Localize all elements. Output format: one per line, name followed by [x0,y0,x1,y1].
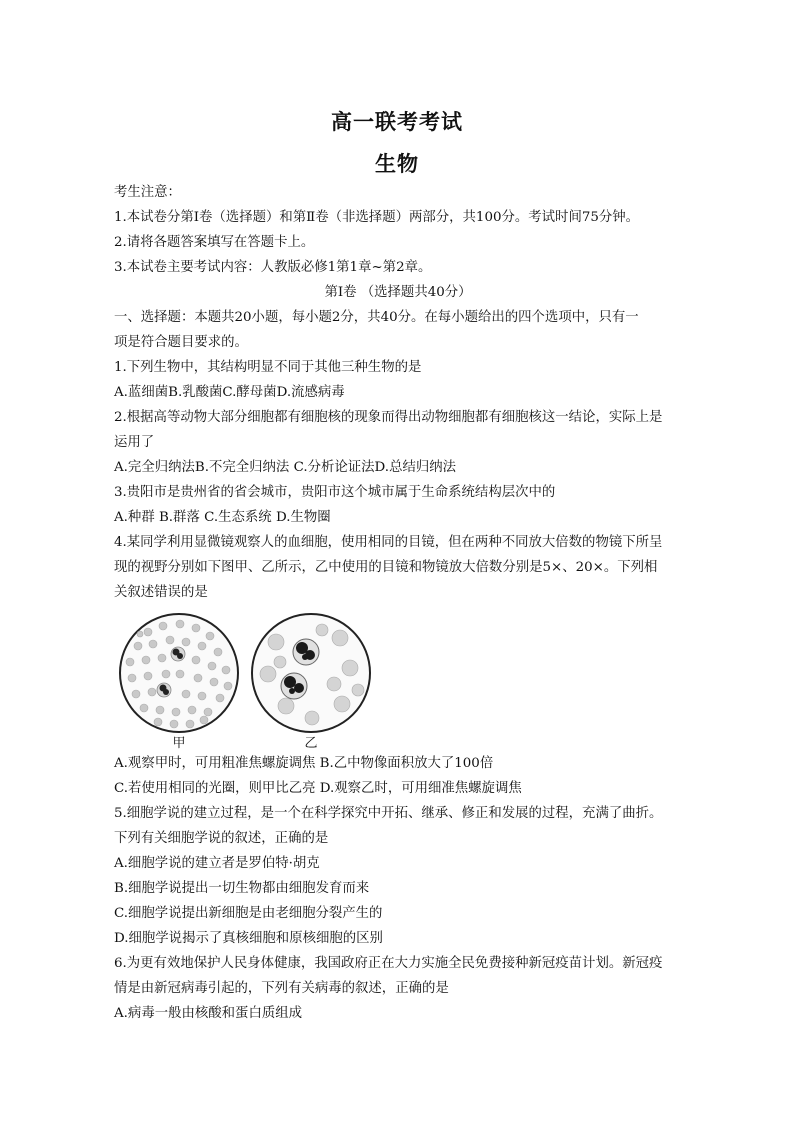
q3-stem: 3.贵阳市是贵州省的省会城市，贵阳市这个城市属于生命系统结构层次中的 [114,485,556,500]
q5-stem-line-1: 5.细胞学说的建立过程，是一个在科学探究中开拓、继承、修正和发展的过程，充满了曲折。 [114,806,663,821]
q5-option-a: A.细胞学说的建立者是罗伯特·胡克 [114,856,320,871]
q5-option-d: D.细胞学说揭示了真核细胞和原核细胞的区别 [114,931,383,946]
microscope-figures [118,612,368,751]
q3-options: A.种群 B.群落 C.生态系统 D.生物圈 [114,510,331,525]
section-title: 第Ⅰ卷 （选择题共40分） [324,285,472,300]
q4-options-line-1: A.观察甲时，可用粗准焦螺旋调焦 B.乙中物像面积放大了100倍 [114,756,494,771]
microscope-view-jia [118,612,240,734]
q5-option-b: B.细胞学说提出一切生物都由细胞发育而来 [114,881,370,896]
figure-label-jia: 甲 [172,736,186,751]
notice-heading: 考生注意： [114,185,181,200]
q1-options: A.蓝细菌B.乳酸菌C.酵母菌D.流感病毒 [114,385,345,400]
notice-item-2: 2.请将各题答案填写在答题卡上。 [114,235,315,250]
exam-subject: 生物 [375,152,419,176]
white-blood-cell [157,683,171,697]
q4-stem-line-3: 关叙述错误的是 [114,585,208,600]
microscope-view-yi [250,612,372,734]
section-intro-line-2: 项是符合题目要求的。 [114,335,248,350]
notice-item-1: 1.本试卷分第Ⅰ卷（选择题）和第Ⅱ卷（非选择题）两部分，共100分。考试时间75分钟。 [114,210,640,225]
q4-stem-line-2: 现的视野分别如下图甲、乙所示，乙中使用的目镜和物镜放大倍数分别是5×、20×。下列相 [114,560,658,575]
q4-stem-line-1: 4.某同学利用显微镜观察人的血细胞，使用相同的目镜，但在两种不同放大倍数的物镜下所呈 [114,535,663,550]
figure-label-yi: 乙 [304,736,318,751]
white-blood-cell [293,639,319,665]
q5-stem-line-2: 下列有关细胞学说的叙述，正确的是 [114,831,329,846]
notice-item-3: 3.本试卷主要考试内容：人教版必修1第1章~第2章。 [114,260,432,275]
white-blood-cell [171,647,185,661]
q2-stem-line-1: 2.根据高等动物大部分细胞都有细胞核的现象而得出动物细胞都有细胞核这一结论，实际上是 [114,410,663,425]
q1-stem: 1.下列生物中，其结构明显不同于其他三种生物的是 [114,360,422,375]
q6-stem-line-2: 情是由新冠病毒引起的，下列有关病毒的叙述，正确的是 [114,981,449,996]
white-blood-cell [281,673,307,699]
exam-title: 高一联考考试 [331,110,463,134]
q6-option-a: A.病毒一般由核酸和蛋白质组成 [114,1006,303,1021]
q2-options: A.完全归纳法B.不完全归纳法 C.分析论证法D.总结归纳法 [114,460,457,475]
q4-options-line-2: C.若使用相同的光圈，则甲比乙亮 D.观察乙时，可用细准焦螺旋调焦 [114,781,522,796]
section-intro-line-1: 一、选择题：本题共20小题，每小题2分，共40分。在每小题给出的四个选项中，只有一 [114,310,639,325]
q5-option-c: C.细胞学说提出新细胞是由老细胞分裂产生的 [114,906,383,921]
q6-stem-line-1: 6.为更有效地保护人民身体健康，我国政府正在大力实施全民免费接种新冠疫苗计划。新冠疫 [114,956,663,971]
q2-stem-line-2: 运用了 [114,435,155,450]
